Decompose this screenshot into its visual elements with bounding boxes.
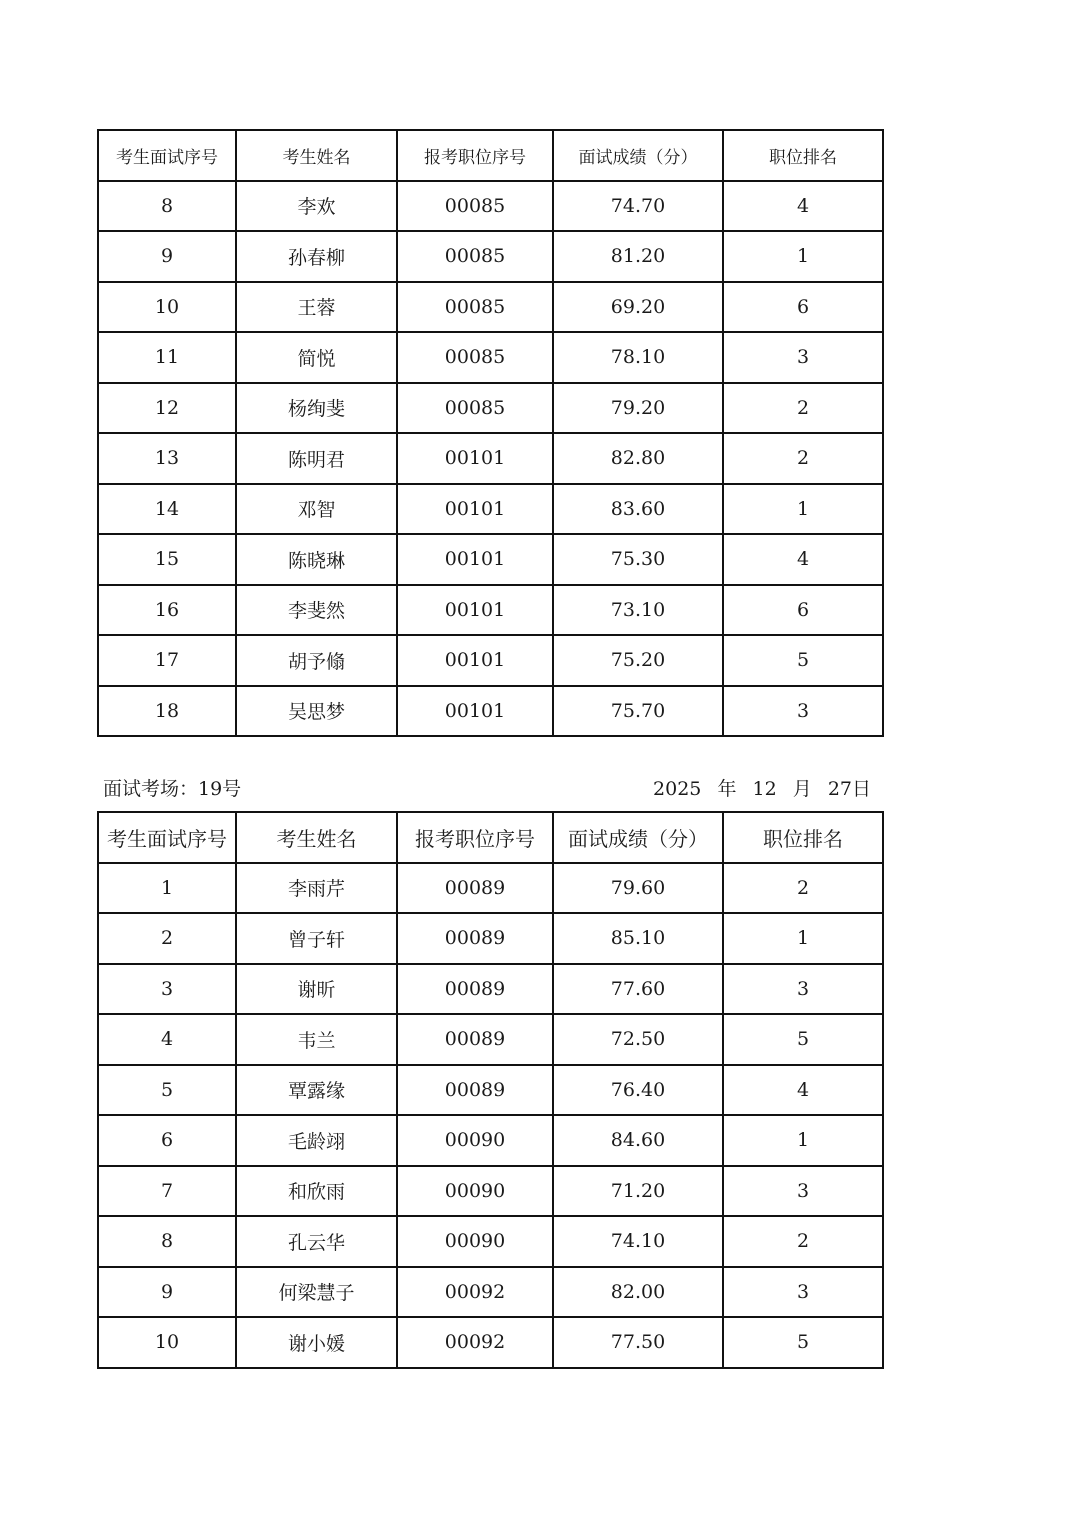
cell-position-number: 00090 — [397, 1115, 553, 1166]
cell-position-number: 00085 — [397, 383, 553, 434]
table-row — [98, 332, 883, 383]
cell-interview-number: 8 — [98, 181, 236, 232]
cell-position-number: 00085 — [397, 282, 553, 333]
cell-position-number: 00085 — [397, 231, 553, 282]
header-position-number: 报考职位序号 — [397, 812, 553, 863]
cell-candidate-name: 覃露缘 — [236, 1065, 397, 1116]
table-row — [98, 231, 883, 282]
table-row — [98, 686, 883, 737]
table-header-row — [98, 812, 883, 863]
table-row — [98, 585, 883, 636]
table-row — [98, 282, 883, 333]
cell-position-rank: 2 — [723, 383, 883, 434]
cell-position-rank: 2 — [723, 1216, 883, 1267]
cell-candidate-name: 李欢 — [236, 181, 397, 232]
table-row — [98, 484, 883, 535]
score-table-2 — [97, 811, 884, 1369]
cell-interview-score: 75.20 — [553, 635, 723, 686]
cell-interview-score: 75.70 — [553, 686, 723, 737]
venue-label: 面试考场：19号 — [103, 778, 242, 800]
date-month-unit: 月 — [792, 778, 812, 800]
cell-position-number: 00101 — [397, 484, 553, 535]
cell-position-rank: 1 — [723, 484, 883, 535]
cell-interview-number: 5 — [98, 1065, 236, 1116]
cell-interview-number: 9 — [98, 231, 236, 282]
cell-interview-score: 71.20 — [553, 1166, 723, 1217]
cell-candidate-name: 韦兰 — [236, 1014, 397, 1065]
header-position-rank: 职位排名 — [723, 812, 883, 863]
cell-position-rank: 4 — [723, 181, 883, 232]
cell-position-number: 00092 — [397, 1317, 553, 1368]
cell-interview-score: 69.20 — [553, 282, 723, 333]
cell-candidate-name: 简悦 — [236, 332, 397, 383]
cell-position-number: 00092 — [397, 1267, 553, 1318]
cell-interview-score: 74.70 — [553, 181, 723, 232]
table-row — [98, 383, 883, 434]
cell-interview-score: 83.60 — [553, 484, 723, 535]
cell-interview-number: 15 — [98, 534, 236, 585]
cell-interview-number: 12 — [98, 383, 236, 434]
cell-candidate-name: 陈晓琳 — [236, 534, 397, 585]
table-row — [98, 913, 883, 964]
venue-line — [103, 774, 871, 802]
cell-position-rank: 5 — [723, 1317, 883, 1368]
cell-interview-number: 13 — [98, 433, 236, 484]
cell-position-rank: 2 — [723, 863, 883, 914]
cell-candidate-name: 谢小媛 — [236, 1317, 397, 1368]
header-interview-number: 考生面试序号 — [98, 130, 236, 181]
cell-position-rank: 5 — [723, 1014, 883, 1065]
date-day: 27日 — [827, 778, 871, 800]
cell-position-number: 00089 — [397, 1014, 553, 1065]
table-row — [98, 1317, 883, 1368]
cell-candidate-name: 李斐然 — [236, 585, 397, 636]
cell-position-number: 00089 — [397, 913, 553, 964]
cell-interview-number: 2 — [98, 913, 236, 964]
cell-interview-score: 73.10 — [553, 585, 723, 636]
cell-position-rank: 1 — [723, 913, 883, 964]
cell-interview-score: 79.60 — [553, 863, 723, 914]
cell-interview-number: 6 — [98, 1115, 236, 1166]
table-header-row — [98, 130, 883, 181]
cell-position-number: 00090 — [397, 1216, 553, 1267]
cell-candidate-name: 吴思梦 — [236, 686, 397, 737]
table-row — [98, 1267, 883, 1318]
cell-interview-score: 84.60 — [553, 1115, 723, 1166]
cell-candidate-name: 王蓉 — [236, 282, 397, 333]
header-interview-score: 面试成绩（分） — [553, 812, 723, 863]
cell-candidate-name: 杨绚斐 — [236, 383, 397, 434]
cell-candidate-name: 李雨芹 — [236, 863, 397, 914]
cell-position-rank: 6 — [723, 282, 883, 333]
cell-interview-number: 9 — [98, 1267, 236, 1318]
table-row — [98, 964, 883, 1015]
table-row — [98, 1014, 883, 1065]
cell-interview-number: 4 — [98, 1014, 236, 1065]
cell-position-number: 00101 — [397, 585, 553, 636]
cell-interview-number: 18 — [98, 686, 236, 737]
cell-position-rank: 1 — [723, 1115, 883, 1166]
cell-position-number: 00101 — [397, 534, 553, 585]
header-candidate-name: 考生姓名 — [236, 812, 397, 863]
cell-position-rank: 6 — [723, 585, 883, 636]
cell-interview-score: 75.30 — [553, 534, 723, 585]
cell-candidate-name: 和欣雨 — [236, 1166, 397, 1217]
date-month: 12 — [752, 778, 777, 800]
cell-position-rank: 3 — [723, 1166, 883, 1217]
cell-interview-score: 81.20 — [553, 231, 723, 282]
cell-interview-score: 77.60 — [553, 964, 723, 1015]
header-position-rank: 职位排名 — [723, 130, 883, 181]
cell-position-rank: 4 — [723, 534, 883, 585]
table-row — [98, 635, 883, 686]
cell-position-rank: 3 — [723, 1267, 883, 1318]
table-row — [98, 534, 883, 585]
cell-position-number: 00085 — [397, 332, 553, 383]
cell-interview-score: 72.50 — [553, 1014, 723, 1065]
cell-position-number: 00101 — [397, 686, 553, 737]
date-year: 2025 — [653, 778, 702, 800]
table-row — [98, 1216, 883, 1267]
cell-position-rank: 4 — [723, 1065, 883, 1116]
cell-position-rank: 5 — [723, 635, 883, 686]
cell-position-number: 00101 — [397, 433, 553, 484]
cell-position-number: 00089 — [397, 964, 553, 1015]
cell-interview-number: 8 — [98, 1216, 236, 1267]
table-row — [98, 1065, 883, 1116]
cell-interview-score: 82.80 — [553, 433, 723, 484]
table-row — [98, 1166, 883, 1217]
cell-candidate-name: 孔云华 — [236, 1216, 397, 1267]
cell-interview-number: 10 — [98, 1317, 236, 1368]
cell-candidate-name: 曾子轩 — [236, 913, 397, 964]
cell-interview-score: 85.10 — [553, 913, 723, 964]
cell-interview-number: 11 — [98, 332, 236, 383]
cell-position-rank: 1 — [723, 231, 883, 282]
table-body — [98, 181, 883, 737]
cell-interview-score: 82.00 — [553, 1267, 723, 1318]
header-position-number: 报考职位序号 — [397, 130, 553, 181]
cell-interview-number: 7 — [98, 1166, 236, 1217]
cell-candidate-name: 何梁慧子 — [236, 1267, 397, 1318]
cell-position-rank: 2 — [723, 433, 883, 484]
cell-position-number: 00089 — [397, 1065, 553, 1116]
cell-candidate-name: 毛龄翊 — [236, 1115, 397, 1166]
cell-interview-score: 77.50 — [553, 1317, 723, 1368]
cell-interview-score: 74.10 — [553, 1216, 723, 1267]
table-body — [98, 863, 883, 1368]
score-table-1 — [97, 129, 884, 737]
table-row — [98, 863, 883, 914]
cell-position-rank: 3 — [723, 332, 883, 383]
cell-position-number: 00101 — [397, 635, 553, 686]
cell-interview-number: 3 — [98, 964, 236, 1015]
header-interview-number: 考生面试序号 — [98, 812, 236, 863]
cell-candidate-name: 陈明君 — [236, 433, 397, 484]
cell-candidate-name: 孙春柳 — [236, 231, 397, 282]
cell-position-number: 00089 — [397, 863, 553, 914]
cell-interview-number: 10 — [98, 282, 236, 333]
cell-position-number: 00085 — [397, 181, 553, 232]
cell-position-number: 00090 — [397, 1166, 553, 1217]
date-year-unit: 年 — [717, 778, 737, 800]
table-row — [98, 181, 883, 232]
cell-interview-number: 16 — [98, 585, 236, 636]
venue-date — [653, 774, 871, 801]
cell-interview-number: 14 — [98, 484, 236, 535]
cell-candidate-name: 胡予翛 — [236, 635, 397, 686]
header-interview-score: 面试成绩（分） — [553, 130, 723, 181]
cell-position-rank: 3 — [723, 964, 883, 1015]
table-row — [98, 1115, 883, 1166]
cell-interview-number: 1 — [98, 863, 236, 914]
cell-interview-score: 78.10 — [553, 332, 723, 383]
cell-candidate-name: 邓智 — [236, 484, 397, 535]
cell-candidate-name: 谢昕 — [236, 964, 397, 1015]
cell-interview-score: 76.40 — [553, 1065, 723, 1116]
cell-position-rank: 3 — [723, 686, 883, 737]
header-candidate-name: 考生姓名 — [236, 130, 397, 181]
cell-interview-score: 79.20 — [553, 383, 723, 434]
cell-interview-number: 17 — [98, 635, 236, 686]
table-row — [98, 433, 883, 484]
